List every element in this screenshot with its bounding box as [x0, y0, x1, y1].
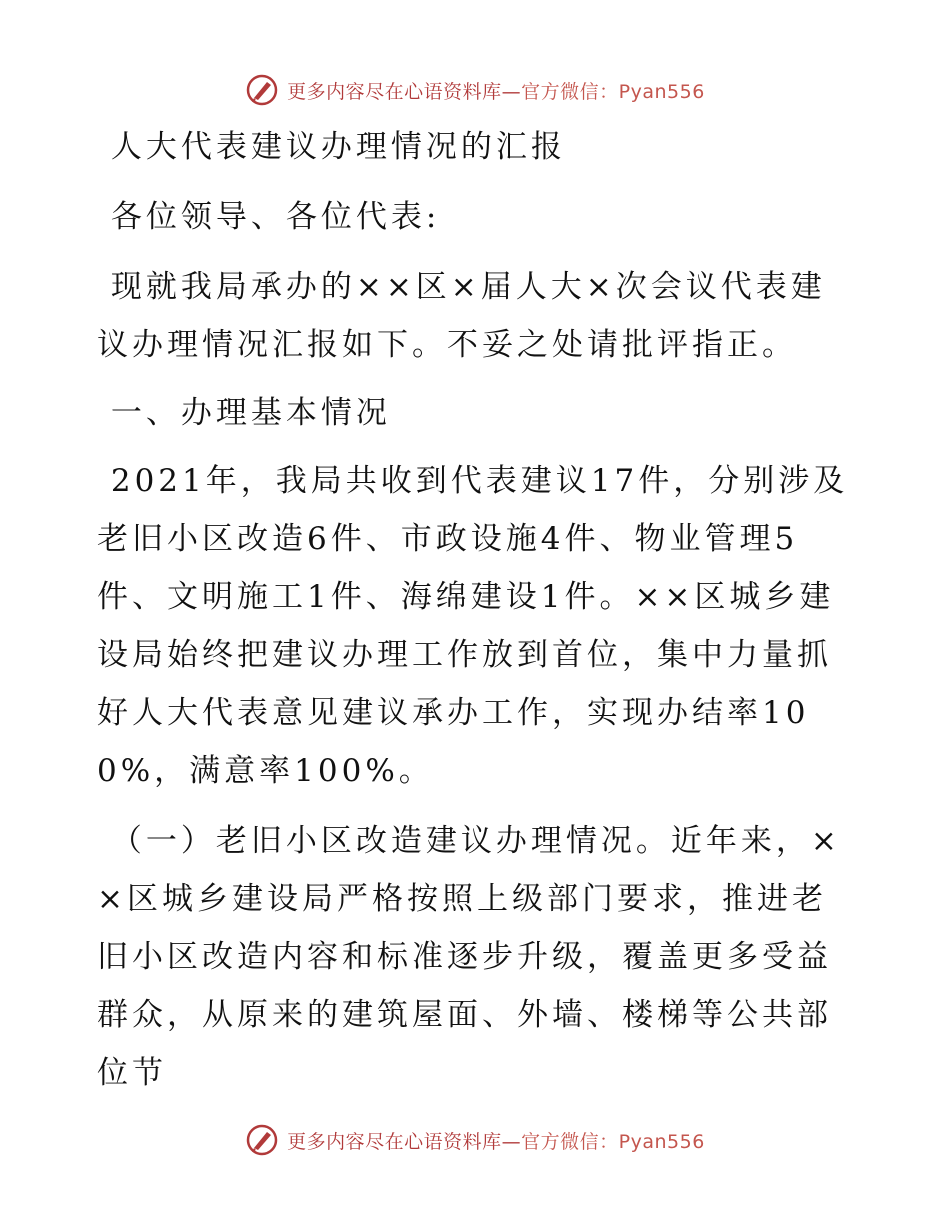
subsection-paragraph: （一）老旧小区改造建议办理情况。近年来，××区城乡建设局严格按照上级部门要求，推进老旧小区改造内容和标准逐步升级，覆盖更多受益群众，从原来的建筑屋面、外墙、楼梯等公共部位节	[97, 823, 841, 1091]
section-heading: 一、办理基本情况	[97, 395, 391, 431]
quill-pen-logo-icon	[245, 73, 279, 107]
quill-pen-logo-icon	[245, 1123, 279, 1157]
watermark-dash: —	[501, 1130, 522, 1153]
intro-paragraph: 现就我局承办的××区×届人大×次会议代表建议办理情况汇报如下。不妥之处请批评指正。	[97, 269, 826, 363]
watermark-main-text: 更多内容尽在心语资料库	[287, 80, 502, 103]
header-watermark	[0, 70, 950, 110]
watermark-text	[287, 1127, 705, 1154]
watermark-wechat-text: 官方微信：Pyan556	[521, 1130, 705, 1153]
watermark-dash: —	[501, 80, 522, 103]
salutation: 各位领导、各位代表:	[97, 199, 441, 235]
document-title: 人大代表建议办理情况的汇报	[97, 129, 566, 165]
watermark-text	[287, 77, 705, 104]
watermark-main-text: 更多内容尽在心语资料库	[287, 1130, 502, 1153]
footer-watermark	[0, 1120, 950, 1160]
watermark-wechat-text: 官方微信：Pyan556	[521, 80, 705, 103]
section-body-paragraph: 2021年，我局共收到代表建议17件，分别涉及老旧小区改造6件、市政设施4件、物业管理5件、文明施工1件、海绵建设1件。××区城乡建设局始终把建议办理工作放到首位，集中力量抓好人大代表意见建议承办工作，实现办结率100%，满意率100%。	[97, 463, 849, 789]
document-body	[97, 118, 857, 1102]
